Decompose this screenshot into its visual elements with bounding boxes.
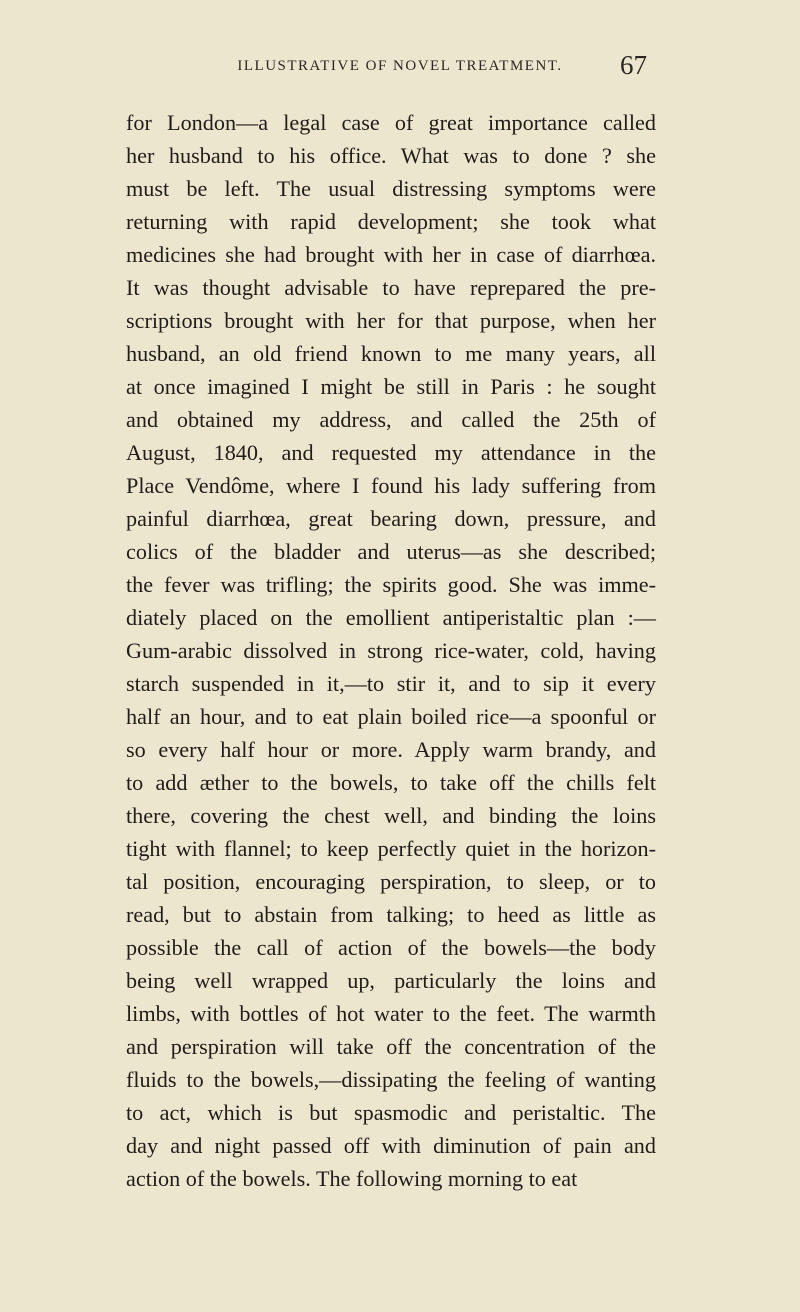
text-line: to add æther to the bowels, to take off the chills felt (126, 770, 656, 795)
text-line: so every half hour or more. Apply warm brandy, and (126, 737, 656, 762)
text-line: husband, an old friend known to me many years, all (126, 341, 656, 366)
text-line: and perspiration will take off the concentration of the (126, 1034, 656, 1059)
text-line: August, 1840, and requested my attendance in the (126, 440, 656, 465)
text-line: being well wrapped up, particularly the loins and (126, 968, 656, 993)
text-line: read, but to abstain from talking; to heed as little as (126, 902, 656, 927)
text-line: to act, which is but spasmodic and peristaltic. The (126, 1100, 656, 1125)
text-line: and obtained my address, and called the 25th of (126, 407, 656, 432)
text-line: for London—a legal case of great importance called (126, 110, 656, 135)
text-line: colics of the bladder and uterus—as she described; (126, 539, 656, 564)
text-line: limbs, with bottles of hot water to the feet. The warmth (126, 1001, 656, 1026)
text-line: the fever was trifling; the spirits good. She was imme- (126, 572, 656, 597)
text-line: tal position, encouraging perspiration, to sleep, or to (126, 869, 656, 894)
text-line: It was thought advisable to have reprepared the pre- (126, 275, 656, 300)
text-line: tight with flannel; to keep perfectly quiet in the horizon- (126, 836, 656, 861)
text-line: returning with rapid development; she took what (126, 209, 656, 234)
text-line: day and night passed off with diminution of pain and (126, 1133, 656, 1158)
text-line: medicines she had brought with her in case of diarrhœa. (126, 242, 656, 267)
text-line: there, covering the chest well, and binding the loins (126, 803, 656, 828)
text-line: painful diarrhœa, great bearing down, pressure, and (126, 506, 656, 531)
text-line: half an hour, and to eat plain boiled rice—a spoonful or (126, 704, 656, 729)
text-line: fluids to the bowels,—dissipating the feeling of wanting (126, 1067, 656, 1092)
text-line: her husband to his office. What was to done ? she (126, 143, 656, 168)
text-line: possible the call of action of the bowels—the body (126, 935, 656, 960)
text-line: diately placed on the emollient antiperistaltic plan :— (126, 605, 656, 630)
text-line: at once imagined I might be still in Paris : he sought (126, 374, 656, 399)
text-line: scriptions brought with her for that purpose, when her (126, 308, 656, 333)
running-head: ILLUSTRATIVE OF NOVEL TREATMENT. (237, 58, 563, 74)
text-line: starch suspended in it,—to stir it, and to sip it every (126, 671, 656, 696)
text-line: must be left. The usual distressing symptoms were (126, 176, 656, 201)
body-text (126, 106, 656, 1195)
text-line: Gum-arabic dissolved in strong rice-water, cold, having (126, 638, 656, 663)
text-line: Place Vendôme, where I found his lady suffering from (126, 473, 656, 498)
text-line: action of the bowels. The following morning to eat (126, 1166, 578, 1191)
page-number: 67 (620, 50, 647, 80)
